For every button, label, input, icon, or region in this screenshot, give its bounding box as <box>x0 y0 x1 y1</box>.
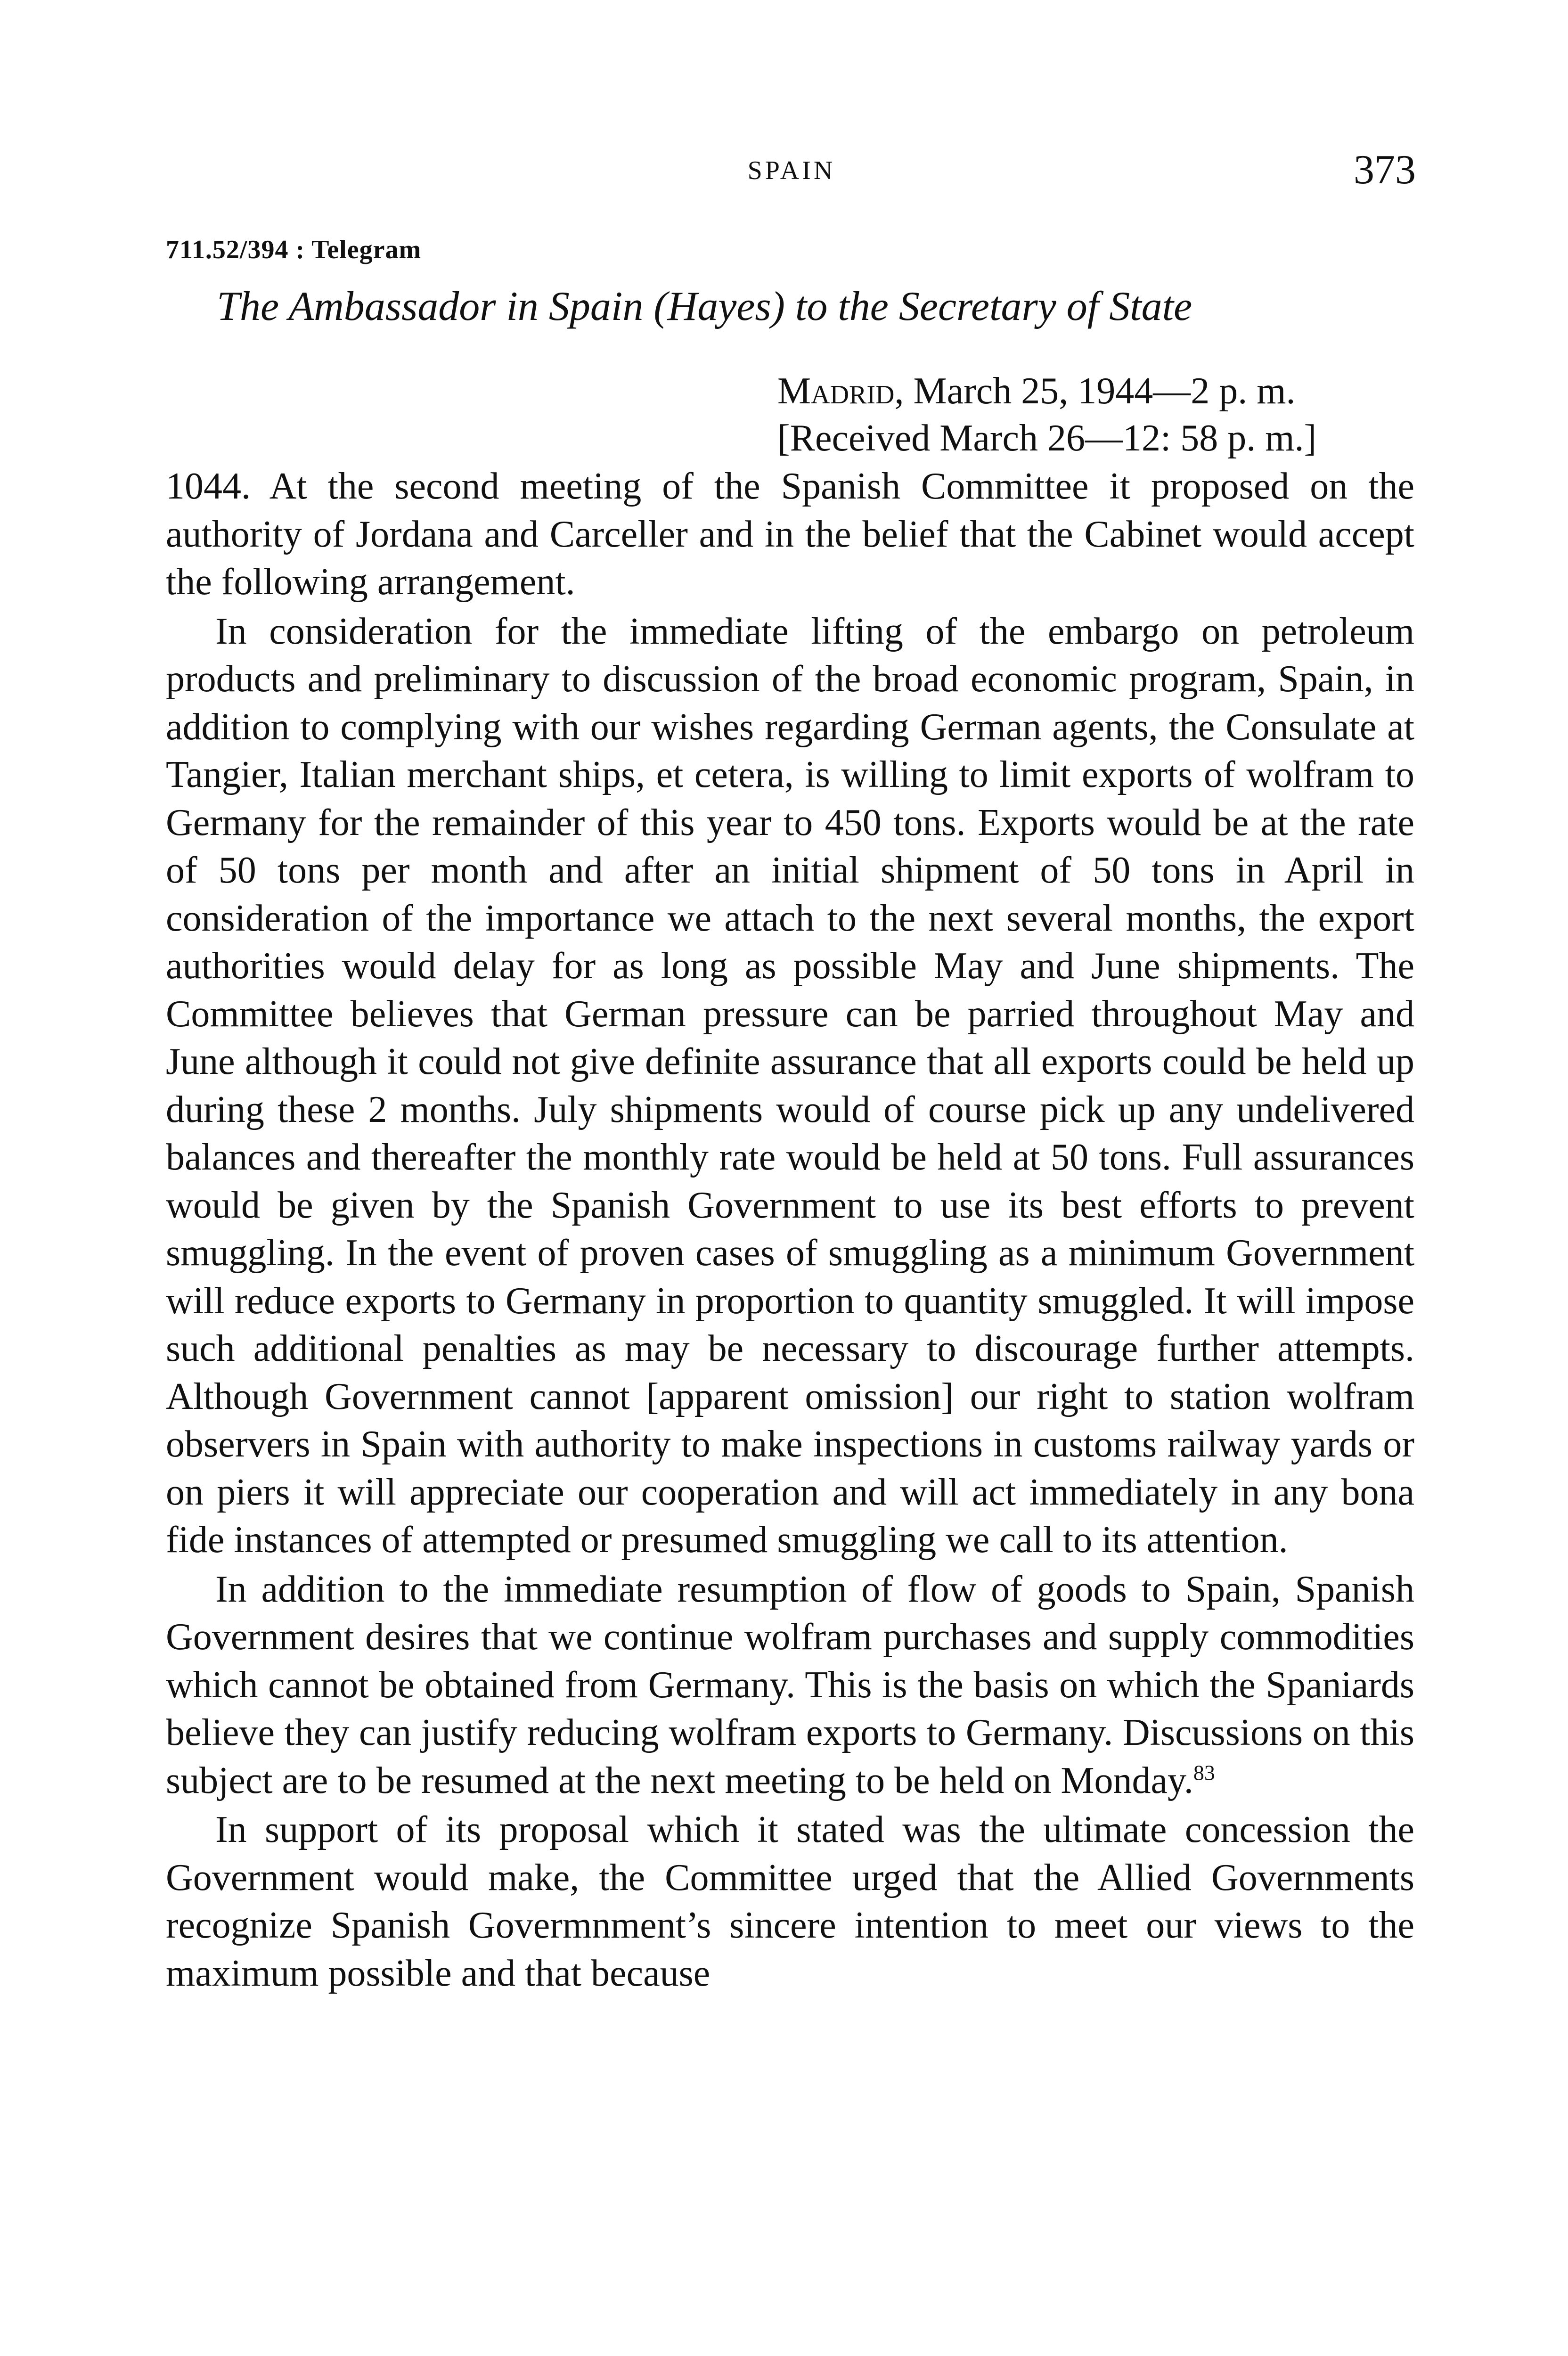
file-reference: 711.52/394 : Telegram <box>166 235 422 264</box>
paragraph-1: 1044. At the second meeting of the Spanish Committee it proposed on the authority of Jordana and Carceller and in the belief that the Cabinet would accept the following arrangement. <box>166 466 1414 603</box>
dateline <box>777 368 1423 462</box>
document-title: The Ambassador in Spain (Hayes) to the Secretary of State <box>217 284 1192 329</box>
received-line: [Received March 26—12: 58 p. m.] <box>777 417 1317 459</box>
footnote-reference: 83 <box>1193 1760 1215 1784</box>
page-number: 373 <box>1354 147 1416 193</box>
dateline-place: Madrid <box>777 370 895 412</box>
paragraph-2: In consideration for the immediate lifting of the embargo on petroleum products and preliminary to discussion of the broad economic program, Spain, in addition to complying with our wishes regarding German agents, the Consulate at Tangier, Italian merchant ships, et cetera, is willing to limit exports of wolfram to Germany for the remainder of this year to 450 tons. Exports would be at the rate of 50 tons per month and after an initial shipment of 50 tons in April in consideration of the importance we attach to the next several months, the export authorities would delay for as long as possible May and June shipments. The Committee believes that German pressure can be parried throughout May and June although it could not give definite assurance that all exports could be held up during these 2 months. July shipments would of course pick up any undelivered balances and thereafter the monthly rate would be held at 50 tons. Full assurances would be given by the Spanish Government to use its best efforts to prevent smuggling. In the event of proven cases of smuggling as a minimum Government will reduce exports to Germany in proportion to quantity smuggled. It will impose such additional penalties as may be necessary to discourage further attempts. Although Government cannot [apparent omission] our right to station wolfram observers in Spain with authority to make inspections in customs railway yards or on piers it will appreciate our cooperation and will act immediately in any bona fide instances of attempted or presumed smuggling we call to its attention. <box>166 610 1414 1561</box>
telegram-body <box>166 463 1414 1997</box>
running-header <box>167 146 1416 198</box>
paragraph-4: In support of its proposal which it stated was the ultimate concession the Government would make, the Committee urged that the Allied Governments recognize Spanish Govermnment’s sincere intention to meet our views to the maximum possible and that because <box>166 1809 1414 1994</box>
dateline-sent: , March 25, 1944—2 p. m. <box>894 370 1296 412</box>
paragraph-3 <box>166 1566 1414 1805</box>
running-title: SPAIN <box>747 156 836 185</box>
sent-line <box>777 368 1423 415</box>
paragraph-3-text: In addition to the immediate resumption of flow of goods to Spain, Spanish Government desires that we continue wolfram purchases and supply commodities which cannot be obtained from Germany. This is the basis on which the Spaniards believe they can justify reducing wolfram exports to Germany. Discussions on this subject are to be resumed at the next meeting to be held on Monday. <box>166 1568 1414 1801</box>
